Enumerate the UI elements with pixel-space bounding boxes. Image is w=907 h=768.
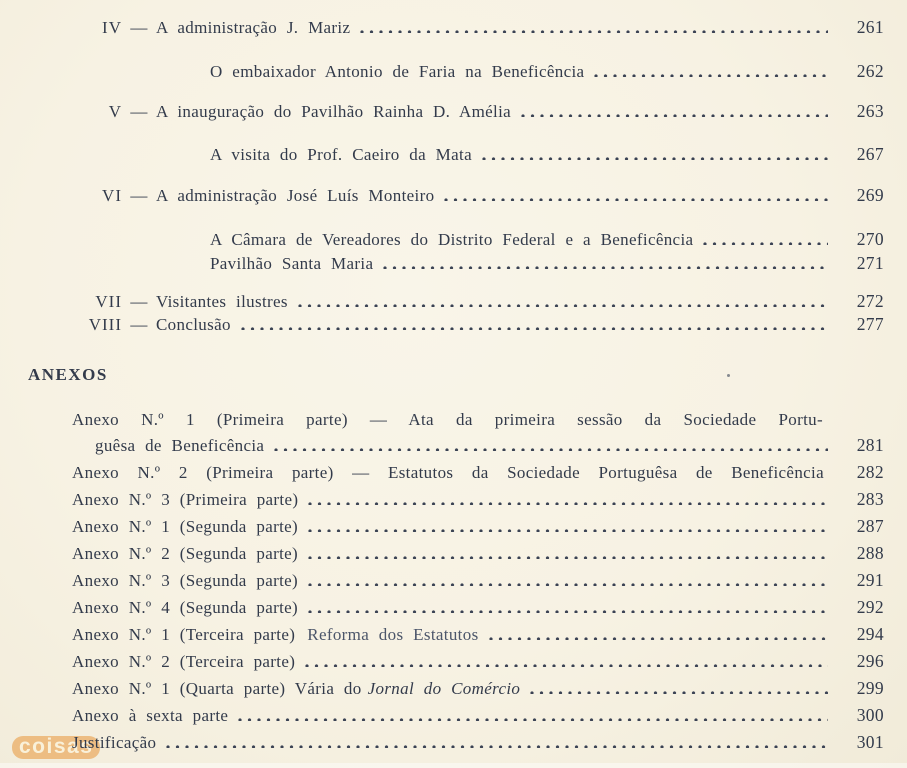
page-number: 263 <box>856 101 884 121</box>
annex-title-extra: Reforma dos Estatutos <box>307 625 479 644</box>
chapter-numeral: V <box>108 102 122 121</box>
chapter-subentry <box>0 253 884 274</box>
chapter-entry <box>0 17 884 38</box>
chapter-title: A Câmara de Vereadores do Distrito Federal e a Beneficência <box>210 230 694 249</box>
page-number: 271 <box>856 253 884 273</box>
annex-title: Anexo N.º 2 (Terceira parte) <box>72 652 296 671</box>
annex-entry <box>0 409 884 456</box>
page-number: 277 <box>856 314 884 334</box>
page-number: 294 <box>856 624 884 644</box>
dot-leader <box>482 156 828 160</box>
chapter-numeral: VI <box>102 186 122 205</box>
page-number: 281 <box>856 435 884 455</box>
annex-title-continuation <box>72 435 884 456</box>
dot-leader <box>305 663 828 667</box>
page-number: 267 <box>856 144 884 164</box>
page-number: 283 <box>856 489 884 509</box>
page-number: 272 <box>856 291 884 311</box>
dot-leader <box>530 690 828 694</box>
dot-leader <box>308 501 828 505</box>
chapter-title: Conclusão <box>156 315 231 334</box>
scan-edge <box>0 763 907 768</box>
dash-separator: — <box>130 18 148 37</box>
annex-entry <box>0 597 884 618</box>
dot-leader <box>241 326 828 330</box>
annex-entry <box>0 462 884 483</box>
chapter-title: Pavilhão Santa Maria <box>210 254 374 273</box>
chapter-title: A visita do Prof. Caeiro da Mata <box>210 145 472 164</box>
chapter-entry <box>0 314 884 335</box>
chapter-numeral: IV <box>102 18 122 37</box>
dot-leader <box>274 447 828 451</box>
dot-leader <box>383 265 828 269</box>
dot-leader <box>594 73 828 77</box>
chapter-entry <box>0 291 884 312</box>
annex-title: Anexo N.º 1 (Segunda parte) <box>72 517 299 536</box>
dash-separator: — <box>130 102 148 121</box>
dash-separator: — <box>130 292 148 311</box>
page-number: 301 <box>856 732 884 752</box>
annex-title: Anexo N.º 2 (Segunda parte) <box>72 544 299 563</box>
dot-leader <box>308 528 828 532</box>
page-number: 291 <box>856 570 884 590</box>
annex-entry <box>0 732 884 753</box>
dot-leader <box>703 241 828 245</box>
coisas-watermark: coisas <box>12 736 100 759</box>
annex-entry <box>0 570 884 591</box>
page-number: 296 <box>856 651 884 671</box>
page-number: 270 <box>856 229 884 249</box>
dot-leader <box>298 303 828 307</box>
annex-title: Anexo à sexta parte <box>72 706 229 725</box>
annex-title: Anexo N.º 3 (Segunda parte) <box>72 571 299 590</box>
annex-entry <box>0 624 884 645</box>
chapter-entry <box>0 101 884 122</box>
dash-separator: — <box>130 186 148 205</box>
page-number: 261 <box>856 17 884 37</box>
chapter-title: Visitantes ilustres <box>156 292 288 311</box>
chapter-title: A administração J. Mariz <box>156 18 351 37</box>
annex-title: Justificação <box>72 733 157 752</box>
page-number: 299 <box>856 678 884 698</box>
chapter-numeral: VIII <box>88 315 122 334</box>
chapter-title: O embaixador Antonio de Faria na Beneficência <box>210 62 585 81</box>
page-number: 282 <box>856 462 884 482</box>
dash-separator: — <box>130 315 148 334</box>
page-number: 292 <box>856 597 884 617</box>
dot-leader <box>308 609 828 613</box>
page-number: 269 <box>856 185 884 205</box>
annex-entry <box>0 651 884 672</box>
chapter-subentry <box>0 229 884 250</box>
annex-title: Anexo N.º 4 (Segunda parte) <box>72 598 299 617</box>
annex-entry <box>0 516 884 537</box>
page-number: 300 <box>856 705 884 725</box>
chapter-subentry <box>0 144 884 165</box>
page-number: 287 <box>856 516 884 536</box>
annex-title: Anexo N.º 1 (Quarta parte) Vária do <box>72 679 362 698</box>
annex-entry <box>0 543 884 564</box>
annex-entry <box>0 678 884 699</box>
annex-title-italic: Jornal do Comércio <box>367 679 521 698</box>
page-number: 262 <box>856 61 884 81</box>
annex-entry <box>0 489 884 510</box>
dot-leader <box>308 555 828 559</box>
dot-leader <box>444 197 828 201</box>
annex-entry <box>0 705 884 726</box>
chapter-entry <box>0 185 884 206</box>
dot-leader <box>166 744 828 748</box>
dot-leader <box>489 636 828 640</box>
chapter-title: A administração José Luís Monteiro <box>156 186 435 205</box>
annex-title: Anexo N.º 2 (Primeira parte) — Estatutos da Sociedade Portuguêsa de Beneficência <box>72 463 824 482</box>
dot-leader <box>308 582 828 586</box>
dot-leader <box>360 29 828 33</box>
page-number: 288 <box>856 543 884 563</box>
annex-title: Anexo N.º 3 (Primeira parte) <box>72 490 299 509</box>
annex-title: Anexo N.º 1 (Terceira parte) <box>72 625 296 644</box>
annex-title-line1: Anexo N.º 1 (Primeira parte) — Ata da primeira sessão da Sociedade Portu- <box>72 410 823 429</box>
chapter-subentry <box>0 61 884 82</box>
annex-title-line2: guêsa de Beneficência <box>95 436 265 455</box>
section-heading-anexos: ANEXOS <box>28 365 108 384</box>
dot-leader <box>238 717 828 721</box>
chapter-numeral: VII <box>95 292 122 311</box>
dot-leader <box>521 113 828 117</box>
chapter-title: A inauguração do Pavilhão Rainha D. Amélia <box>156 102 512 121</box>
